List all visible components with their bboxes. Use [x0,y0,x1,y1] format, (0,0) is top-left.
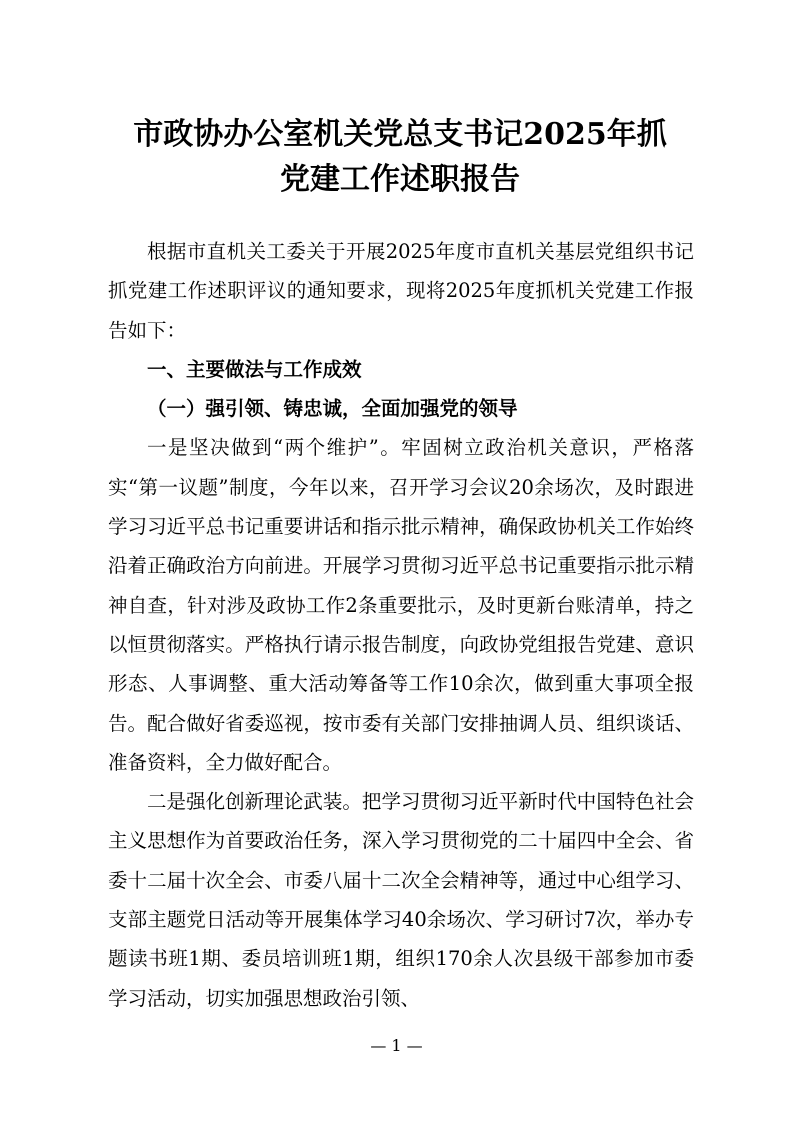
section-heading: 一、主要做法与工作成效 [147,357,362,381]
title-line-1: 市政协办公室机关党总支书记2025年抓 [133,117,667,152]
body-paragraph-1: 一是坚决做到“两个维护”。牢固树立政治机关意识，严格落实“第一议题”制度，今年以来，召开学习会议20余场次，及时跟进学习习近平总书记重要讲话和指示批示精神，确保政协机关工作始终沿着正确政治方向前进。开展学习贯彻习近平总书记重要指示批示精神自查，针对涉及政协工作2条重要批示，及时更新台账清单，持之以恒贯彻落实。严格执行请示报告制度，向政协党组报告党建、意识形态、人事调整、重大活动筹备等工作10余次，做到重大事项全报告。配合做好省委巡视，按市委有关部门安排抽调人员、组织谈话、准备资料，全力做好配合。 [108,436,694,774]
page-number: — 1 — [370,1036,423,1055]
intro-paragraph: 根据市直机关工委关于开展2025年度市直机关基层党组织书记抓党建工作述职评议的通知要求，现将2025年度抓机关党建工作报告如下： [108,240,694,342]
subsection-heading: （一）强引领、铸忠诚，全面加强党的领导 [147,397,518,421]
document-title [100,112,700,202]
document-body [108,232,694,1018]
body-paragraph-2: 二是强化创新理论武装。把学习贯彻习近平新时代中国特色社会主义思想作为首要政治任务，深入学习贯彻党的二十届四中全会、省委十二届十次全会、市委八届十二次全会精神等，通过中心组学习、支部主题党日活动等开展集体学习40余场次、学习研讨7次，举办专题读书班1期、委员培训班1期，组织170余人次县级干部参加市委学习活动，切实加强思想政治引领、 [108,790,694,1010]
title-line-2: 党建工作述职报告 [280,162,520,197]
